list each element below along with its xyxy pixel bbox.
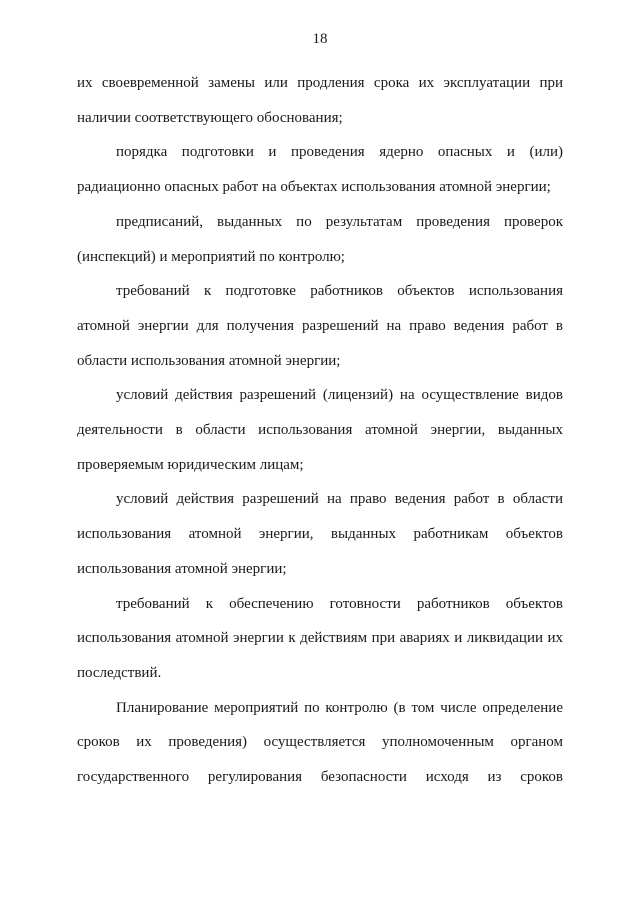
document-body [77, 66, 563, 795]
paragraph-training: требований к подготовке работников объектов использования атомной энергии для получения разрешений на право ведения работ в области использования атомной энергии; [77, 283, 563, 369]
paragraph-readiness: требований к обеспечению готовности работников объектов использования атомной энергии к действиям при авариях и ликвидации их последствий. [77, 595, 563, 681]
paragraph-licenses: условий действия разрешений (лицензий) на осуществление видов деятельности в области использования атомной энергии, выданных проверяемым юридическим лицам; [77, 387, 563, 473]
paragraph-preparation: порядка подготовки и проведения ядерно опасных и (или) радиационно опасных работ на объектах использования атомной энергии; [77, 144, 563, 196]
paragraph-prescriptions: предписаний, выданных по результатам проведения проверок (инспекций) и мероприятий по контролю; [77, 213, 563, 265]
page-number: 18 [312, 31, 328, 47]
paragraph-planning: Планирование мероприятий по контролю (в том числе определение сроков их проведения) осуществляется уполномоченным органом государственного регулирования безопасности исходя из сроков [77, 699, 563, 786]
paragraph-permits: условий действия разрешений на право ведения работ в области использования атомной энергии, выданных работникам объектов использования атомной энергии; [77, 491, 563, 577]
paragraph-continuation: их своевременной замены или продления срока их эксплуатации при наличии соответствующего обоснования; [77, 75, 563, 126]
